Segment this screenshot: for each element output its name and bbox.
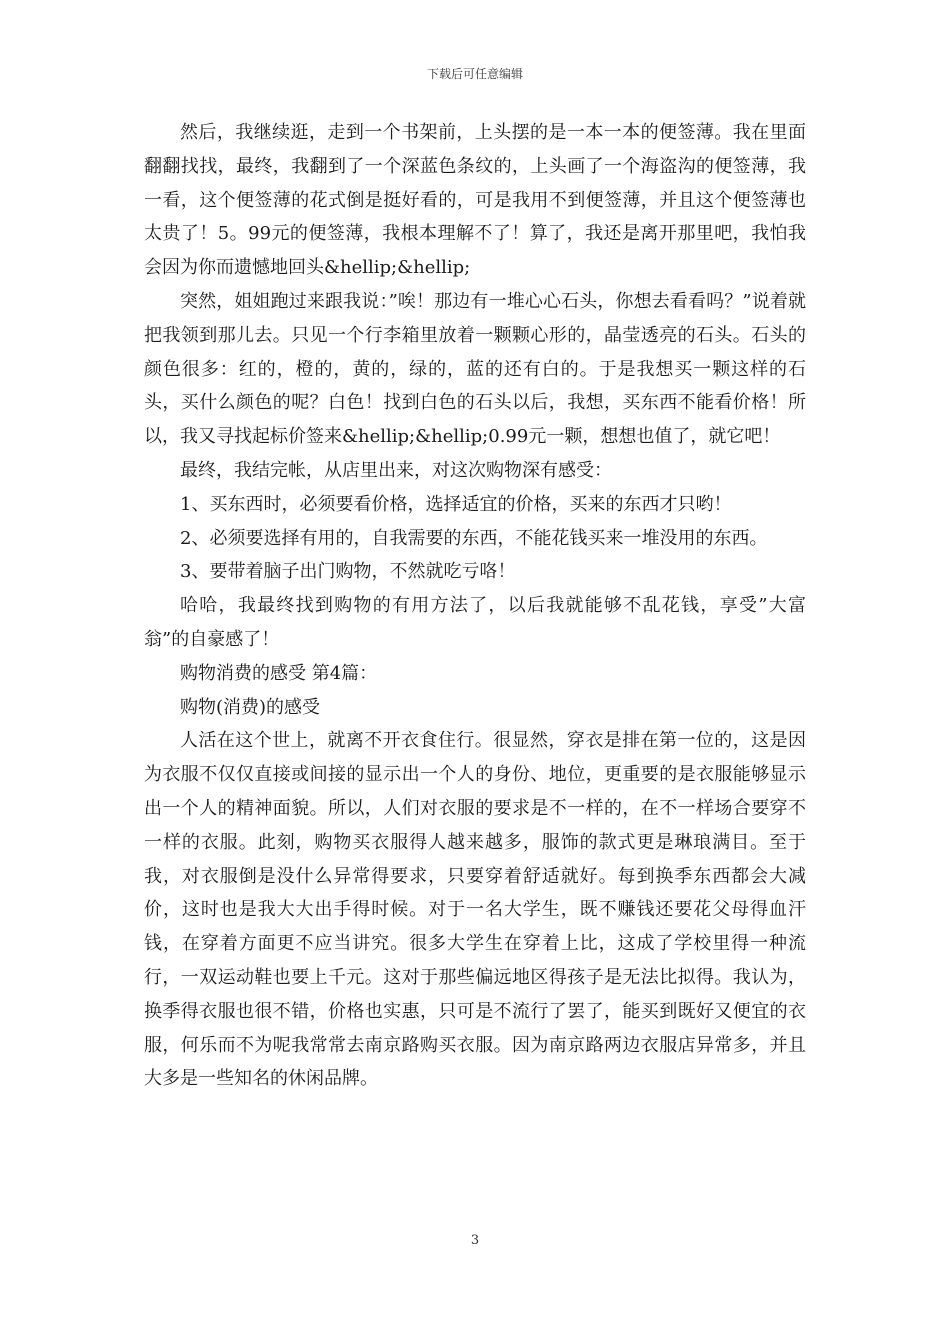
document-body [144, 116, 806, 1096]
list-item: 1、买东西时，必须要看价格，选择适宜的价格，买来的东西才只哟！ [180, 493, 732, 515]
paragraph: 突然，姐姐跑过来跟我说：”唉！那边有一堆心心石头，你想去看看吗？”说着就把我领到那儿去。只见一个行李箱里放着一颗颗心形的，晶莹透亮的石头。石头的颜色很多：红的，橙的，黄的，绿的，蓝的还有白的。于是我想买一颗这样的石头，买什么颜色的呢？白色！找到白色的石头以后，我想，买东西不能看价格！所以，我又寻找起标价签来&hellip;&hellip;0.99元一颗，想想也值了，就它吧！ [144, 290, 806, 448]
section-heading: 购物消费的感受 第4篇： [180, 662, 378, 684]
page-number: 3 [470, 1233, 480, 1248]
paragraph: 人活在这个世上，就离不开衣食住行。很显然，穿衣是排在第一位的，这是因为衣服不仅仅直接或间接的显示出一个人的身份、地位，更重要的是衣服能够显示出一个人的精神面貌。所以，人们对衣服的要求是不一样的，在不一样场合要穿不一样的衣服。此刻，购物买衣服得人越来越多，服饰的款式更是琳琅满目。至于我，对衣服倒是没什么异常得要求，只要穿着舒适就好。每到换季东西都会大减价，这时也是我大大出手得时候。对于一名大学生，既不赚钱还要花父母得血汗钱，在穿着方面更不应当讲究。很多大学生在穿着上比，这成了学校里得一种流行，一双运动鞋也要上千元。这对于那些偏远地区得孩子是无法比拟得。我认为，换季得衣服也很不错，价格也实惠，只可是不流行了罢了，能买到既好又便宜的衣服，何乐而不为呢我常常去南京路购买衣服。因为南京路两边衣服店异常多，并且大多是一些知名的休闲品牌。 [144, 730, 806, 1090]
paragraph: 哈哈，我最终找到购物的有用方法了，以后我就能够不乱花钱，享受”大富翁”的自豪感了！ [144, 595, 806, 650]
list-item: 2、必须要选择有用的，自我需要的东西，不能花钱买来一堆没用的东西。 [180, 527, 768, 549]
paragraph: 最终，我结完帐，从店里出来，对这次购物深有感受： [180, 459, 612, 481]
paragraph: 然后，我继续逛，走到一个书架前，上头摆的是一本一本的便签薄。我在里面翻翻找找，最终，我翻到了一个深蓝色条纹的，上头画了一个海盗沟的便签薄，我一看，这个便签薄的花式倒是挺好看的，可是我用不到便签薄，并且这个便签薄也太贵了！5。99元的便签薄，我根本理解不了！算了，我还是离开那里吧，我怕我会因为你而遗憾地回头&hellip;&hellip; [144, 122, 806, 279]
article-title: 购物(消费)的感受 [180, 696, 321, 718]
page-header: 下载后可任意编辑 [426, 67, 523, 81]
list-item: 3、要带着脑子出门购物，不然就吃亏咯！ [180, 561, 516, 583]
